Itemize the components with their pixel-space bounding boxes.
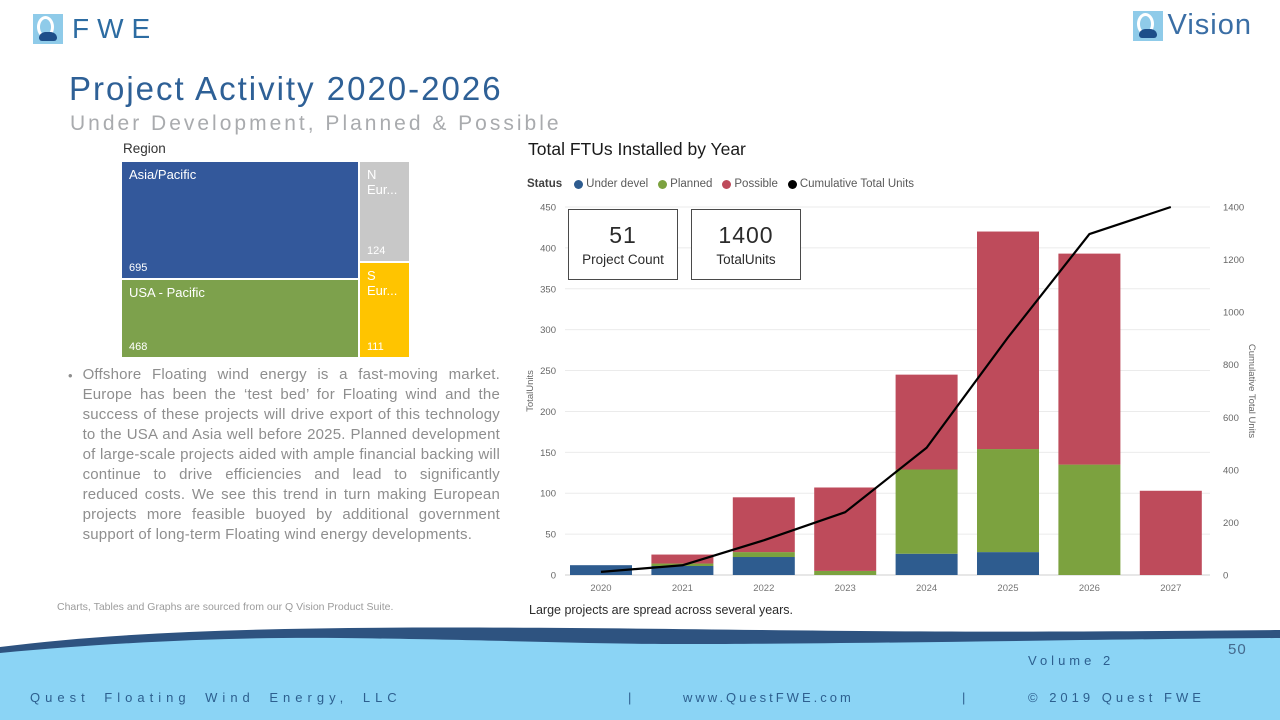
left-axis-tick: 250 — [540, 366, 556, 378]
legend-title: Status — [527, 178, 563, 190]
kpi-value: 51 — [609, 222, 637, 248]
right-axis-tick: 400 — [1223, 465, 1239, 477]
right-axis-tick: 0 — [1223, 570, 1229, 582]
bullet-marker: • — [68, 368, 73, 383]
left-axis-tick: 50 — [545, 529, 556, 541]
footer-separator: | — [628, 690, 632, 705]
page-number: 50 — [1228, 641, 1247, 658]
legend-entry — [722, 178, 777, 190]
left-axis-tick: 150 — [540, 447, 556, 459]
bar-segment — [733, 552, 795, 557]
treemap-block-value: 695 — [129, 262, 148, 274]
right-axis-tick: 600 — [1223, 412, 1239, 424]
treemap-block-value: 124 — [367, 245, 386, 257]
treemap-title: Region — [123, 141, 166, 156]
treemap-block-n-europe — [360, 162, 409, 261]
left-axis-tick: 350 — [540, 284, 556, 296]
q-vision-logo-icon — [1133, 11, 1163, 41]
source-note: Charts, Tables and Graphs are sourced from our Q Vision Product Suite. — [57, 601, 394, 613]
qvision-logo — [1133, 9, 1252, 42]
bullet-text: Offshore Floating wind energy is a fast-moving market. Europe has been the ‘test bed’ for Floating wind and the success of these projects will drive export of this technology to the USA and Asia well before 2025. Planned development of large-scale projects aided with ample financial backing will continue to drive efficiencies and lead to significantly reduced costs. We see this trend in turn making European projects more feasible buoyed by additional government support of long-term Floating wind energy developments. — [82, 366, 500, 543]
legend-dot-icon — [788, 180, 797, 189]
footer-separator: | — [962, 690, 966, 705]
right-axis-tick: 1200 — [1223, 255, 1245, 267]
bar-segment — [733, 497, 795, 552]
region-treemap — [122, 162, 409, 357]
footer-copyright: © 2019 Quest FWE — [1028, 690, 1205, 705]
treemap-block-value: 111 — [367, 341, 384, 353]
legend-label: Cumulative Total Units — [799, 178, 915, 190]
footer-company: Quest Floating Wind Energy, LLC — [30, 690, 402, 705]
kpi-label: Project Count — [582, 252, 664, 267]
q-logo-icon — [33, 14, 63, 44]
kpi-total-units — [691, 209, 801, 280]
bar-segment — [814, 487, 876, 570]
x-axis-tick: 2026 — [1078, 583, 1100, 594]
chart-legend — [527, 178, 914, 190]
legend-label: Possible — [734, 178, 778, 190]
right-axis-tick: 1000 — [1223, 307, 1245, 319]
left-axis-tick: 0 — [550, 570, 556, 582]
treemap-block-label: USA - Pacific — [129, 285, 205, 300]
qvision-logo-text: Vision — [1167, 9, 1252, 41]
bar-segment — [896, 470, 958, 554]
legend-label: Under devel — [586, 178, 649, 190]
legend-entry — [788, 178, 914, 190]
x-axis-tick: 2022 — [753, 583, 775, 594]
bar-segment — [1058, 254, 1120, 465]
left-axis-tick: 300 — [540, 325, 556, 337]
right-axis-tick: 1400 — [1223, 202, 1245, 214]
left-axis-tick: 200 — [540, 406, 556, 418]
left-axis-title: TotalUnits — [525, 370, 536, 412]
bar-segment — [977, 449, 1039, 552]
treemap-block-asia-pacific — [122, 162, 358, 278]
footer-volume: Volume 2 — [1028, 653, 1115, 668]
left-axis-tick: 400 — [540, 243, 556, 255]
x-axis-tick: 2020 — [590, 583, 612, 594]
x-axis-tick: 2023 — [834, 583, 856, 594]
bar-segment — [977, 552, 1039, 575]
kpi-project-count — [568, 209, 678, 280]
legend-entry — [574, 178, 648, 190]
qfwe-logo-text: FWE — [72, 13, 159, 44]
right-axis-tick: 200 — [1223, 517, 1239, 529]
chart-title: Total FTUs Installed by Year — [528, 139, 746, 159]
page-subtitle: Under Development, Planned & Possible — [70, 112, 562, 135]
bar-segment — [1140, 491, 1202, 575]
bar-segment — [977, 232, 1039, 450]
x-axis-tick: 2025 — [997, 583, 1019, 594]
kpi-label: TotalUnits — [716, 252, 776, 267]
legend-dot-icon — [658, 180, 667, 189]
right-axis-title: Cumulative Total Units — [1246, 343, 1257, 439]
bar-segment — [896, 375, 958, 470]
left-axis-tick: 100 — [540, 488, 556, 500]
bar-segment — [814, 571, 876, 575]
legend-dot-icon — [722, 180, 731, 189]
bar-segment — [896, 554, 958, 575]
treemap-block-value: 468 — [129, 341, 148, 353]
x-axis-tick: 2024 — [916, 583, 938, 594]
left-axis-tick: 450 — [540, 202, 556, 214]
treemap-block-label: S Eur... — [367, 268, 398, 298]
chart-caption: Large projects are spread across several years. — [529, 603, 794, 617]
page-title: Project Activity 2020-2026 — [69, 70, 503, 107]
legend-dot-icon — [574, 180, 583, 189]
kpi-value: 1400 — [718, 222, 774, 248]
treemap-block-s-europe — [360, 263, 409, 357]
bar-segment — [1058, 465, 1120, 575]
treemap-block-usa-pacific — [122, 280, 358, 357]
right-axis-tick: 800 — [1223, 360, 1239, 372]
bar-segment — [733, 557, 795, 575]
legend-label: Planned — [670, 178, 713, 190]
bullet-paragraph — [68, 365, 500, 545]
x-axis-tick: 2027 — [1160, 583, 1182, 594]
legend-entry — [658, 178, 712, 190]
x-axis-tick: 2021 — [671, 583, 693, 594]
footer-url: www.QuestFWE.com — [683, 690, 854, 705]
treemap-block-label: N Eur... — [367, 167, 398, 197]
qfwe-logo — [33, 13, 158, 45]
treemap-block-label: Asia/Pacific — [129, 167, 197, 182]
